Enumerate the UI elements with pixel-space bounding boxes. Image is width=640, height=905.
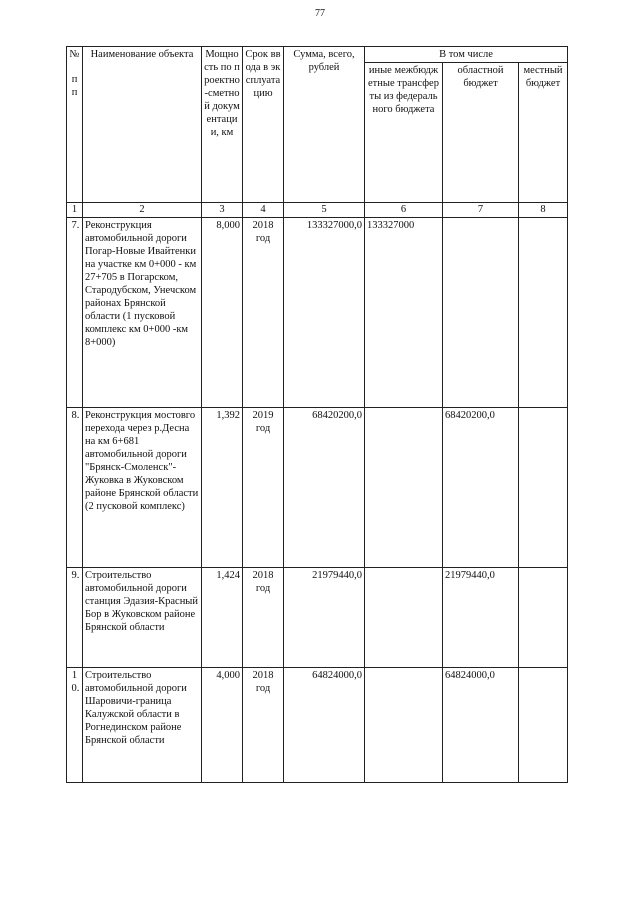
row-number: 7. bbox=[67, 218, 83, 408]
column-index-cell: 7 bbox=[443, 203, 519, 218]
object-federal: 133327000 bbox=[365, 218, 443, 408]
header-num-symbol: № bbox=[69, 49, 80, 60]
header-term: Срок ввода в эксплуатацию bbox=[243, 47, 284, 203]
column-index-cell: 1 bbox=[67, 203, 83, 218]
object-federal bbox=[365, 668, 443, 783]
page-number: 77 bbox=[315, 8, 325, 19]
object-name: Строительство автомобильной дороги станция Эдазия-Красный Бор в Жуковском районе Брянской области bbox=[83, 568, 202, 668]
table-row bbox=[67, 218, 568, 408]
object-sum: 21979440,0 bbox=[284, 568, 365, 668]
object-sum: 133327000,0 bbox=[284, 218, 365, 408]
object-local bbox=[519, 218, 568, 408]
object-power: 4,000 bbox=[202, 668, 243, 783]
column-index-cell: 8 bbox=[519, 203, 568, 218]
object-term: 2019 год bbox=[243, 408, 284, 568]
table-row bbox=[67, 408, 568, 568]
row-number: 9. bbox=[67, 568, 83, 668]
column-index-cell: 2 bbox=[83, 203, 202, 218]
row-number: 8. bbox=[67, 408, 83, 568]
object-federal bbox=[365, 568, 443, 668]
header-federal: иные межбюджетные трансферты из федерального бюджета bbox=[365, 63, 443, 203]
object-power: 8,000 bbox=[202, 218, 243, 408]
object-regional: 64824000,0 bbox=[443, 668, 519, 783]
object-sum: 68420200,0 bbox=[284, 408, 365, 568]
object-regional bbox=[443, 218, 519, 408]
header-including: В том числе bbox=[365, 47, 568, 63]
object-federal bbox=[365, 408, 443, 568]
object-regional: 21979440,0 bbox=[443, 568, 519, 668]
table-row bbox=[67, 568, 568, 668]
column-index-cell: 5 bbox=[284, 203, 365, 218]
header-num bbox=[67, 47, 83, 203]
column-index-cell: 3 bbox=[202, 203, 243, 218]
column-index-cell: 6 bbox=[365, 203, 443, 218]
header-local: местный бюджет bbox=[519, 63, 568, 203]
header-sum: Сумма, всего, рублей bbox=[284, 47, 365, 203]
header-power: Мощность по проектно-сметной документации, км bbox=[202, 47, 243, 203]
object-local bbox=[519, 408, 568, 568]
object-name: Реконструкция автомобильной дороги Погар-Новые Ивайтенки на участке км 0+000 - км 27+705 в Погарском, Стародубском, Унечском районах Брянской области (1 пусковой комплекс км 0+000 -км 8+000) bbox=[83, 218, 202, 408]
row-number: 10. bbox=[67, 668, 83, 783]
object-power: 1,424 bbox=[202, 568, 243, 668]
header-object-name: Наименование объекта bbox=[83, 47, 202, 203]
objects-table bbox=[66, 46, 568, 783]
object-name: Реконструкция мостовго перехода через р.Десна на км 6+681 автомобильной дороги "Брянск-Смоленск"-Жуковка в Жуковском районе Брянской области (2 пусковой комплекс) bbox=[83, 408, 202, 568]
object-local bbox=[519, 568, 568, 668]
header-regional: областной бюджет bbox=[443, 63, 519, 203]
object-term: 2018 год bbox=[243, 668, 284, 783]
object-local bbox=[519, 668, 568, 783]
object-sum: 64824000,0 bbox=[284, 668, 365, 783]
object-term: 2018 год bbox=[243, 568, 284, 668]
table-row bbox=[67, 668, 568, 783]
object-power: 1,392 bbox=[202, 408, 243, 568]
object-regional: 68420200,0 bbox=[443, 408, 519, 568]
object-term: 2018 год bbox=[243, 218, 284, 408]
header-num-abbr: п п bbox=[71, 74, 78, 98]
column-index-row bbox=[67, 203, 568, 218]
object-name: Строительство автомобильной дороги Шаровичи-граница Калужской области в Рогнединском районе Брянской области bbox=[83, 668, 202, 783]
column-index-cell: 4 bbox=[243, 203, 284, 218]
